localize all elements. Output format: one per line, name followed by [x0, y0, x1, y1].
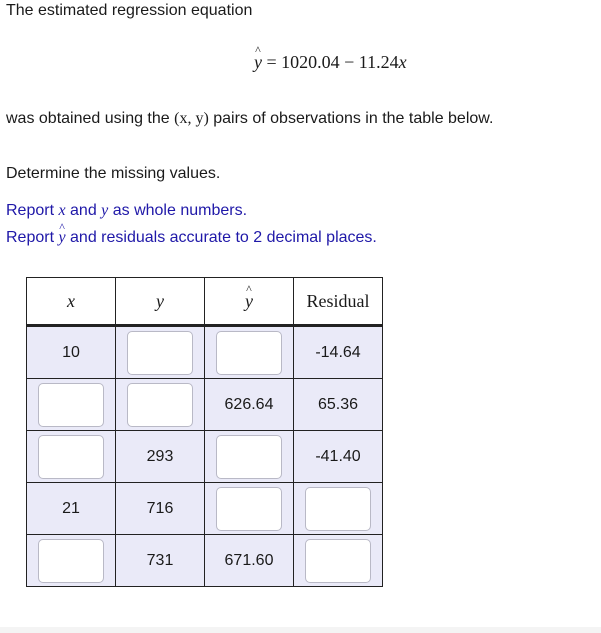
observations-table	[26, 277, 383, 587]
residual-input[interactable]	[305, 487, 371, 531]
report-decimals	[6, 229, 377, 247]
report1-mid: and	[65, 202, 102, 219]
table-row	[27, 379, 383, 431]
cell-x	[27, 379, 116, 431]
table-row	[27, 535, 383, 587]
table-header-row	[27, 278, 383, 326]
cell-y: 716	[116, 483, 205, 535]
intro-line-2-end: pairs of observations in the table below.	[208, 110, 494, 127]
header-y: y	[116, 278, 205, 326]
cell-residual: -41.40	[294, 431, 383, 483]
equation-rest: = 1020.04 − 11.24x	[266, 52, 407, 72]
y-input[interactable]	[127, 331, 193, 375]
yhat-input[interactable]	[216, 487, 282, 531]
header-x: x	[27, 278, 116, 326]
yhat-input[interactable]	[216, 435, 282, 479]
cell-yhat	[205, 483, 294, 535]
cell-y: 731	[116, 535, 205, 587]
y-input[interactable]	[127, 383, 193, 427]
regression-equation	[254, 52, 407, 73]
x-input[interactable]	[38, 383, 104, 427]
x-input[interactable]	[38, 539, 104, 583]
report2-end: and residuals accurate to 2 decimal places.	[65, 229, 377, 246]
residual-input[interactable]	[305, 539, 371, 583]
cell-y	[116, 326, 205, 379]
page-bottom-edge	[0, 627, 601, 633]
table-row	[27, 483, 383, 535]
cell-residual: 65.36	[294, 379, 383, 431]
cell-residual: -14.64	[294, 326, 383, 379]
cell-yhat	[205, 431, 294, 483]
cell-x: 10	[27, 326, 116, 379]
cell-y: 293	[116, 431, 205, 483]
report2-yhat: ^ y	[58, 229, 65, 247]
yhat-input[interactable]	[216, 331, 282, 375]
cell-yhat: 671.60	[205, 535, 294, 587]
yhat-symbol: ^ y	[254, 52, 262, 73]
determine-text: Determine the missing values.	[6, 165, 221, 182]
report1-start: Report	[6, 202, 59, 219]
cell-residual	[294, 483, 383, 535]
cell-x	[27, 535, 116, 587]
cell-x	[27, 431, 116, 483]
report1-end: as whole numbers.	[108, 202, 248, 219]
report1-x: x	[58, 202, 66, 219]
cell-y	[116, 379, 205, 431]
intro-line-2	[6, 110, 493, 128]
table-row	[27, 326, 383, 379]
table-row	[27, 431, 383, 483]
intro-line-1: The estimated regression equation	[6, 2, 253, 19]
cell-x: 21	[27, 483, 116, 535]
cell-yhat	[205, 326, 294, 379]
intro-line-2-start: was obtained using the	[6, 110, 175, 127]
header-residual: Residual	[294, 278, 383, 326]
cell-residual	[294, 535, 383, 587]
cell-yhat: 626.64	[205, 379, 294, 431]
report2-start: Report	[6, 229, 59, 246]
report-whole-numbers	[6, 202, 247, 220]
xy-pair: (x, y)	[174, 110, 209, 127]
x-input[interactable]	[38, 435, 104, 479]
header-yhat: ^ y	[205, 278, 294, 326]
report1-y: y	[101, 202, 109, 219]
